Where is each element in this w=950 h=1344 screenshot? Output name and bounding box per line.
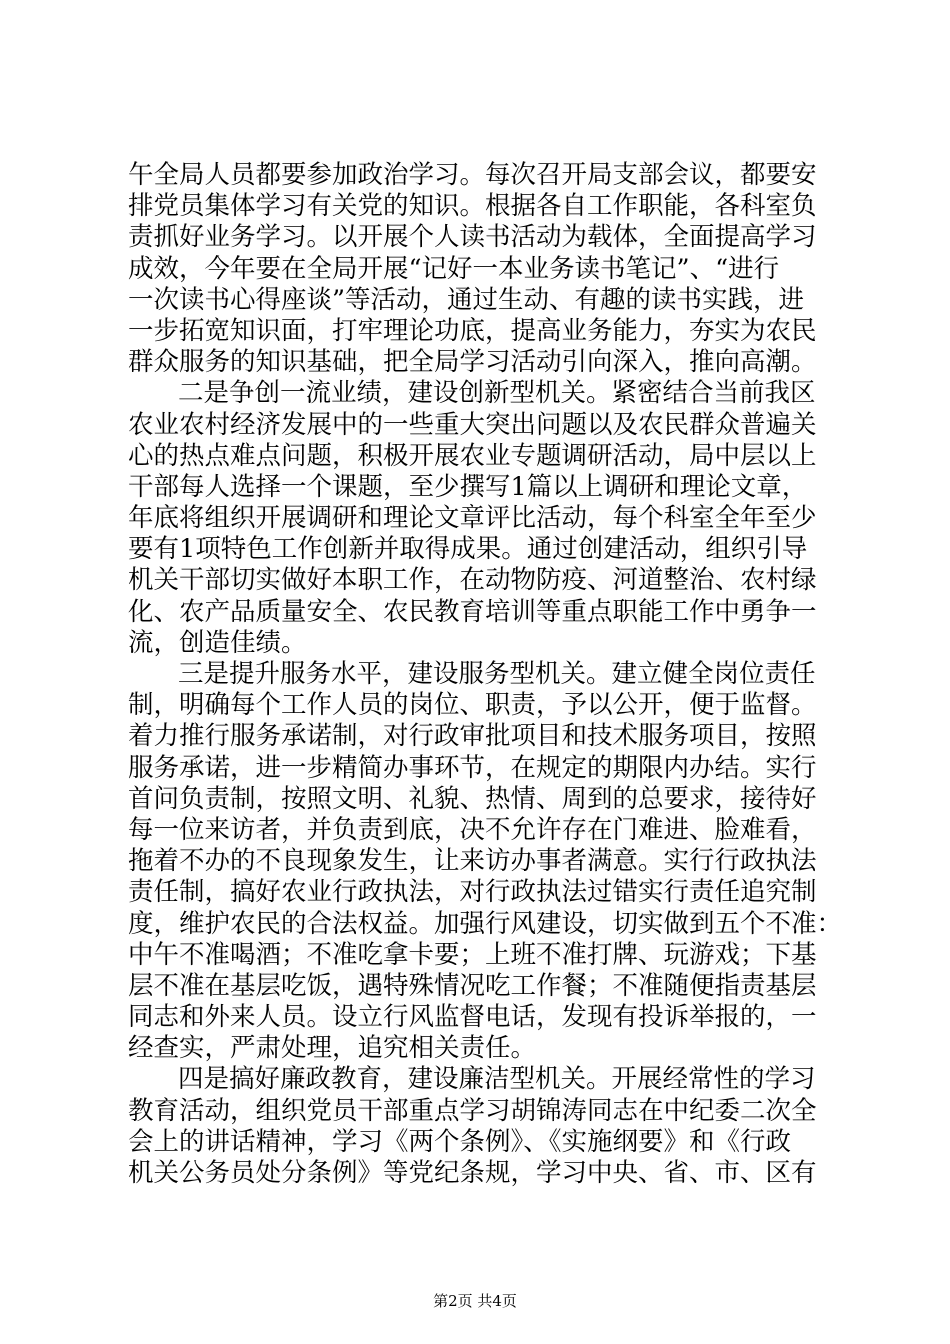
text-line: 化、农产品质量安全、农民教育培训等重点职能工作中勇争一	[128, 596, 817, 627]
text-line: 服务承诺，进一步精简办事环节，在规定的期限内办结。实行	[128, 752, 817, 783]
text-line: 每一位来访者，并负责到底，决不允许存在门难进、脸难看，	[128, 814, 817, 845]
text-line: 制，明确每个工作人员的岗位、职责，予以公开，便于监督。	[128, 690, 817, 721]
text-line: 首问负责制，按照文明、礼貌、热情、周到的总要求，接待好	[128, 783, 817, 814]
text-line: 流，创造佳绩。	[128, 627, 307, 658]
text-line: 经查实，严肃处理，追究相关责任。	[128, 1033, 537, 1064]
text-line: 机关公务员处分条例》等党纪条规，学习中央、省、市、区有	[128, 1158, 817, 1188]
paragraph-first-line: 二是争创一流业绩，建设创新型机关。紧密结合当前我区	[178, 378, 816, 409]
text-line: 责任制，搞好农业行政执法，对行政执法过错实行责任追究制	[128, 877, 817, 908]
text-line: 同志和外来人员。设立行风监督电话，发现有投诉举报的，一	[128, 1002, 817, 1033]
document-body	[128, 160, 843, 1189]
text-line: 层不准在基层吃饭，遇特殊情况吃工作餐；不准随便指责基层	[128, 970, 817, 1001]
text-line: 心的热点难点问题，积极开展农业专题调研活动，局中层以上	[128, 440, 817, 471]
text-line: 农业农村经济发展中的一些重大突出问题以及农民群众普遍关	[128, 409, 817, 440]
text-line: 年底将组织开展调研和理论文章评比活动，每个科室全年至少	[128, 503, 817, 534]
text-line: 着力推行服务承诺制，对行政审批项目和技术服务项目，按照	[128, 721, 817, 752]
text-line: 午全局人员都要参加政治学习。每次召开局支部会议，都要安	[128, 160, 817, 190]
text-line: 排党员集体学习有关党的知识。根据各自工作职能，各科室负	[128, 191, 817, 222]
text-line: 教育活动，组织党员干部重点学习胡锦涛同志在中纪委二次全	[128, 1095, 817, 1126]
text-line: 责抓好业务学习。以开展个人读书活动为载体，全面提高学习	[128, 222, 817, 253]
paragraph-first-line: 四是搞好廉政教育，建设廉洁型机关。开展经常性的学习	[178, 1064, 816, 1095]
text-line: 成效，今年要在全局开展“记好一本业务读书笔记”、“进行	[128, 253, 780, 284]
text-line: 会上的讲话精神，学习《两个条例》、《实施纲要》和《行政	[128, 1126, 792, 1157]
text-line: 中午不准喝酒；不准吃拿卡要；上班不准打牌、玩游戏；下基	[128, 939, 817, 970]
text-line: 机关干部切实做好本职工作，在动物防疫、河道整治、农村绿	[128, 565, 817, 596]
page-number-footer: 第2页 共4页	[433, 1292, 517, 1310]
text-line: 度，维护农民的合法权益。加强行风建设，切实做到五个不准：	[128, 908, 843, 939]
text-line: 群众服务的知识基础，把全局学习活动引向深入，推向高潮。	[128, 347, 817, 378]
text-line: 拖着不办的不良现象发生，让来访办事者满意。实行行政执法	[128, 846, 817, 877]
text-line: 要有1项特色工作创新并取得成果。通过创建活动，组织引导	[128, 534, 808, 565]
text-line: 一步拓宽知识面，打牢理论功底，提高业务能力，夯实为农民	[128, 315, 817, 346]
text-line: 干部每人选择一个课题，至少撰写1篇以上调研和理论文章，	[128, 471, 808, 502]
paragraph-first-line: 三是提升服务水平，建设服务型机关。建立健全岗位责任	[178, 659, 816, 689]
text-line: 一次读书心得座谈”等活动，通过生动、有趣的读书实践，进	[128, 284, 805, 315]
